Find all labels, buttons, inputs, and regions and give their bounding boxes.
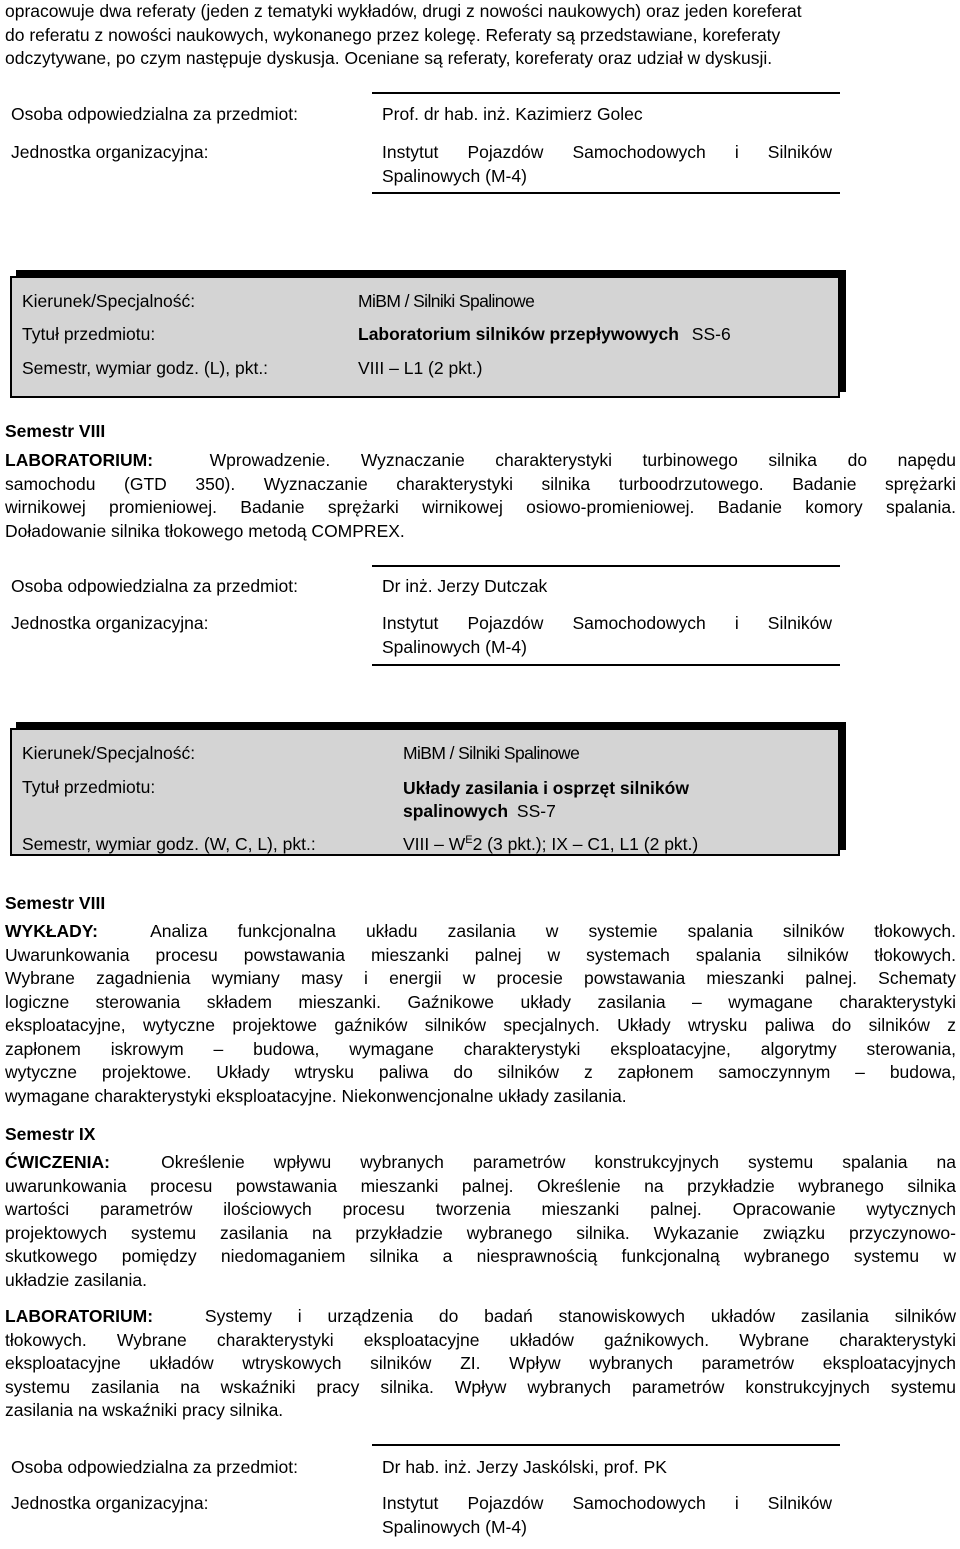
course-title-line2: spalinowych [403, 801, 509, 821]
course-title-line1: Układy zasilania i osprzęt silników [403, 778, 689, 798]
direction-label: Kierunek/Specjalność: [22, 743, 196, 763]
text-line: Systemy i urządzenia do badań stanowiskowych układów zasilania silników [204, 1306, 956, 1326]
text-line: uwarunkowania procesu powstawania mieszanki palnej. Określenie na przykładzie wybranego silnika [5, 1175, 956, 1196]
text-line: wirnikowej promieniowej. Badanie sprężarki wirnikowej osiowo-promieniowej. Badanie komory spalania. [5, 497, 956, 517]
lab-paragraph [5, 1305, 956, 1423]
exercise-label: ĆWICZENIA: [5, 1152, 110, 1172]
text-line: samochodu (GTD 350). Wyznaczanie charakterystyki silnika turboodrzutowego. Badanie sprężarki [5, 473, 956, 494]
course-title-text: Laboratorium silników przepływowych [358, 324, 679, 344]
divider [372, 664, 840, 666]
semester-label: Semestr, wymiar godz. (W, C, L), pkt.: [22, 834, 316, 854]
divider [372, 1444, 840, 1446]
responsible-label: Osoba odpowiedzialna za przedmiot: [11, 104, 298, 124]
text-line: odczytywane, po czym następuje dyskusja. Oceniane są referaty, koreferaty oraz udział w dyskusji. [5, 48, 773, 68]
divider [372, 192, 840, 194]
title-label: Tytuł przedmiotu: [22, 324, 156, 344]
course-header-box [10, 276, 840, 398]
text-line: układzie zasilania. [5, 1269, 148, 1290]
responsible-label: Osoba odpowiedzialna za przedmiot: [11, 1457, 298, 1477]
text-line: eksploatacyjne, wytyczne projektowe gaźników silników specjalnych. Układy wtrysku paliwa do silników z [5, 1015, 956, 1035]
semester-sup: E [465, 834, 473, 847]
text-line: tłokowych. Wybrane charakterystyki eksploatacyjne układów gaźnikowych. Wybrane charakterystyki [5, 1329, 956, 1350]
course-code: SS-7 [516, 801, 556, 821]
text-line: eksploatacyjne układów wtryskowych silników ZI. Wpływ wybranych parametrów eksploatacyjnych [5, 1353, 956, 1373]
text-line: do referatu z nowości naukowych, wykonanego przez kolegę. Referaty są przedstawiane, koreferaty [5, 24, 781, 45]
unit-label: Jednostka organizacyjna: [11, 142, 209, 162]
exercise-paragraph [5, 1151, 956, 1292]
text-line: Uwarunkowania procesu powstawania mieszanki palnej w systemach spalania silników tłokowych. [5, 944, 956, 965]
text-line: wytyczne projektowe. Układy wtrysku paliwa do silników z zapłonem samoczynnym – budowa, [5, 1062, 956, 1082]
semester-heading: Semestr VIII [5, 893, 106, 913]
semester-value-b: 2 (3 pkt.); IX – C1, L1 (2 pkt.) [472, 834, 699, 854]
text-line: zapłonem iskrowym – budowa, wymagane charakterystyki eksploatacyjne, algorytmy sterowania, [5, 1038, 956, 1059]
text-line: systemu zasilania na wskaźniki pracy silnika. Wpływ wybranych parametrów konstrukcyjnych systemu [5, 1376, 956, 1397]
semester-value-a: VIII – W [403, 834, 466, 854]
divider [372, 565, 840, 567]
responsible-value: Prof. dr hab. inż. Kazimierz Golec [382, 104, 643, 124]
unit-label: Jednostka organizacyjna: [11, 1493, 209, 1513]
lab-label: LABORATORIUM: [5, 450, 154, 470]
direction-value: MiBM / Silniki Spalinowe [358, 291, 535, 311]
semester-value [403, 834, 698, 855]
direction-value: MiBM / Silniki Spalinowe [403, 743, 580, 763]
course-title [358, 324, 731, 345]
unit-value-line1: Instytut Pojazdów Samochodowych i Silników [382, 613, 832, 633]
course-code: SS-6 [691, 324, 731, 344]
text-line: Doładowanie silnika tłokowego metodą COMPREX. [5, 520, 405, 541]
text-line: skutkowego pomiędzy niedomaganiem silnika a niesprawnością funkcjonalną wybranego systemu w [5, 1246, 956, 1266]
responsible-value: Dr hab. inż. Jerzy Jaskólski, prof. PK [382, 1457, 667, 1477]
lab-label: LABORATORIUM: [5, 1306, 154, 1326]
text-line: wymagane charakterystyki eksploatacyjne. Niekonwencjonalne układy zasilania. [5, 1085, 627, 1106]
unit-label: Jednostka organizacyjna: [11, 613, 209, 633]
responsible-label: Osoba odpowiedzialna za przedmiot: [11, 576, 298, 596]
semester-heading: Semestr IX [5, 1124, 96, 1144]
unit-value-line2: Spalinowych (M-4) [382, 637, 527, 657]
lab-paragraph [5, 449, 956, 543]
text-line: Analiza funkcjonalna układu zasilania w systemie spalania silników tłokowych. [150, 921, 956, 941]
course-header-box [10, 728, 840, 856]
text-line: logiczne sterowania składem mieszanki. Gaźnikowe układy zasilania – wymagane charakterystyki [5, 991, 956, 1012]
lecture-label: WYKŁADY: [5, 921, 98, 941]
text-line: Wybrane zagadnienia wymiany masy i energii w procesie powstawania mieszanki palnej. Schematy [5, 968, 956, 988]
lecture-paragraph [5, 920, 956, 1108]
text-line: opracowuje dwa referaty (jeden z tematyki wykładów, drugi z nowości naukowych) oraz jeden koreferat [5, 1, 802, 21]
text-line: Wprowadzenie. Wyznaczanie charakterystyki turbinowego silnika do napędu [209, 450, 956, 470]
semester-value: VIII – L1 (2 pkt.) [358, 358, 483, 378]
unit-value-line2: Spalinowych (M-4) [382, 166, 527, 186]
text-line: wartości parametrów ilościowych procesu tworzenia mieszanki palnej. Opracowanie wytycznych [5, 1199, 956, 1219]
course-title [403, 777, 689, 823]
divider [372, 92, 840, 94]
text-line: projektowych systemu zasilania na przykładzie wybranego silnika. Wykazanie związku przyczynowo- [5, 1222, 956, 1243]
unit-value-line2: Spalinowych (M-4) [382, 1517, 527, 1537]
semester-label: Semestr, wymiar godz. (L), pkt.: [22, 358, 269, 378]
intro-paragraph [5, 0, 956, 71]
unit-value-line1: Instytut Pojazdów Samochodowych i Silników [382, 142, 832, 162]
direction-label: Kierunek/Specjalność: [22, 291, 196, 311]
title-label: Tytuł przedmiotu: [22, 777, 156, 797]
semester-heading: Semestr VIII [5, 421, 106, 441]
text-line: zasilania na wskaźniki pracy silnika. [5, 1400, 284, 1420]
unit-value-line1: Instytut Pojazdów Samochodowych i Silników [382, 1493, 832, 1513]
text-line: Określenie wpływu wybranych parametrów konstrukcyjnych systemu spalania na [161, 1152, 956, 1172]
responsible-value: Dr inż. Jerzy Dutczak [382, 576, 548, 596]
